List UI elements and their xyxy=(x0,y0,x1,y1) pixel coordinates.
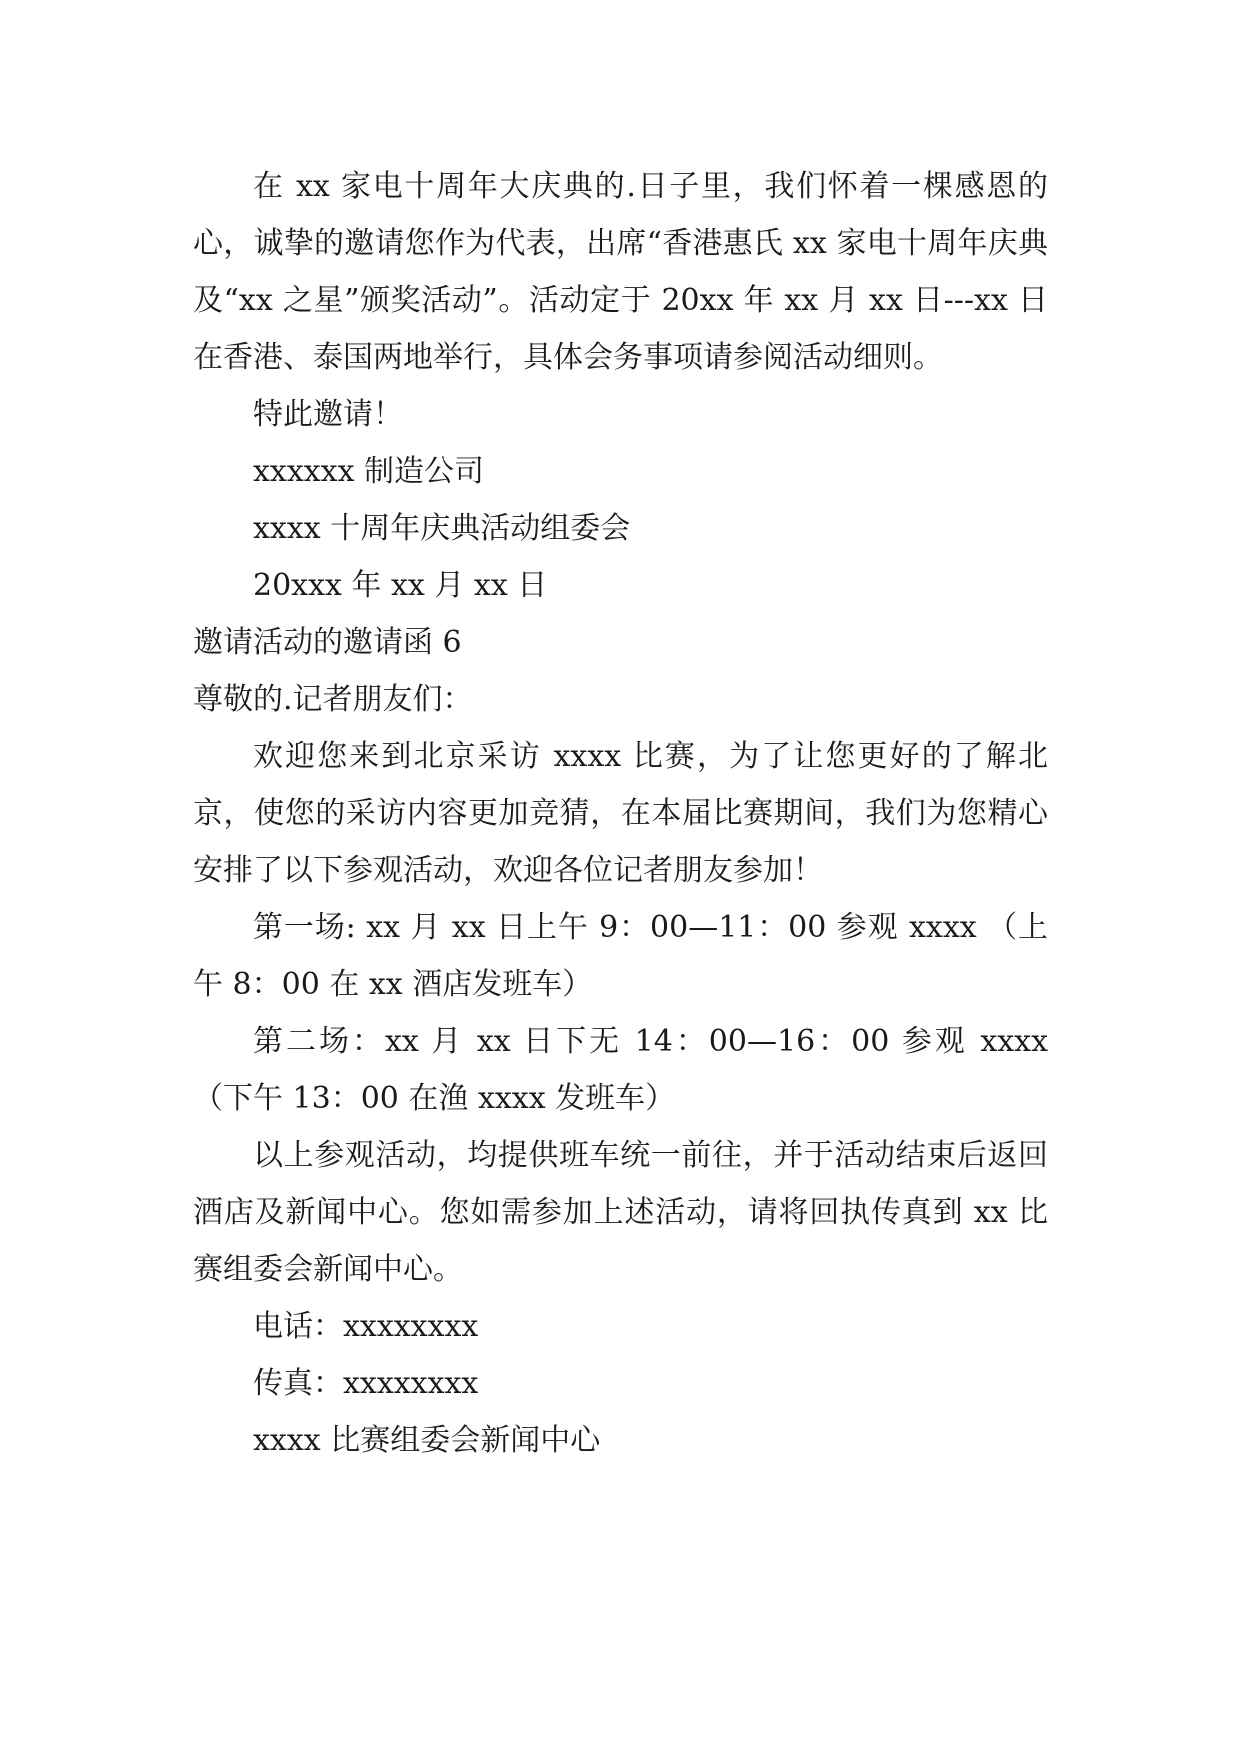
letter1-company: xxxxxx 制造公司 xyxy=(253,454,485,489)
letter2-session2: 第二场：xx 月 xx 日下无 14：00—16：00 参观 xxxx （下午 13：00 在渔 xxxx 发班车） xyxy=(193,1024,1048,1116)
letter2-salutation: 尊敬的.记者朋友们： xyxy=(193,682,473,717)
letter1-closing: 特此邀请！ xyxy=(253,397,403,432)
letter2-intro: 欢迎您来到北京采访 xxxx 比赛，为了让您更好的了解北京，使您的采访内容更加竞猜，在本届比赛期间，我们为您精心安排了以下参观活动，欢迎各位记者朋友参加！ xyxy=(193,739,1048,888)
letter2-fax: 传真：xxxxxxxx xyxy=(253,1366,479,1401)
letter2-signature: xxxx 比赛组委会新闻中心 xyxy=(253,1423,601,1458)
letter1-committee: xxxx 十周年庆典活动组委会 xyxy=(253,511,631,546)
letter2-session1: 第一场: xx 月 xx 日上午 9：00—11：00 参观 xxxx （上午 8：00 在 xx 酒店发班车） xyxy=(193,910,1048,1002)
document-page xyxy=(193,158,1048,1469)
letter2-title: 邀请活动的邀请函 6 xyxy=(193,625,462,660)
letter2-note: 以上参观活动，均提供班车统一前往，并于活动结束后返回酒店及新闻中心。您如需参加上述活动，请将回执传真到 xx 比赛组委会新闻中心。 xyxy=(193,1138,1048,1287)
letter1-date: 20xxx 年 xx 月 xx 日 xyxy=(253,568,548,603)
letter1-body: 在 xx 家电十周年大庆典的.日子里，我们怀着一棵感恩的心，诚挚的邀请您作为代表，出席“香港惠氏 xx 家电十周年庆典及“xx 之星”颁奖活动”。活动定于 20xx 年 xx 月 xx 日---xx 日在香港、泰国两地举行，具体会务事项请参阅活动细则。 xyxy=(193,169,1048,375)
letter2-phone: 电话：xxxxxxxx xyxy=(253,1309,479,1344)
